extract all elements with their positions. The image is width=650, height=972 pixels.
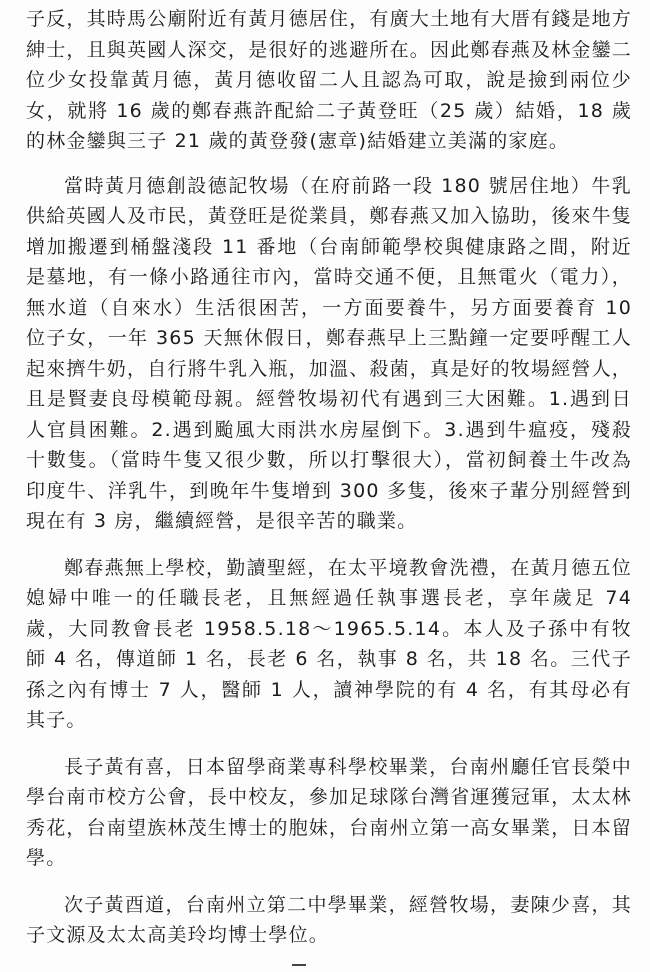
paragraph-4: 長子黃有喜，日本留學商業專科學校畢業，台南州廳任官長榮中學台南市校方公會，長中校友，參加足球隊台灣省運獲冠軍，太太林秀花，台南望族林茂生博士的胞妹，台南州立第一高女畢業，日本留學。 [26, 755, 633, 869]
page-footer-mark [292, 964, 306, 966]
paragraph-5: 次子黃酉道，台南州立第二中學畢業，經營牧場，妻陳少喜，其子文源及太太高美玲均博士學位。 [26, 893, 632, 946]
paragraph-1: 子反，其時馬公廟附近有黃月德居住，有廣大土地有大厝有錢是地方紳士，且與英國人深交，是很好的逃避所在。因此鄭春燕及林金鑾二位少女投靠黃月德，黃月德收留二人且認為可取，說是撿到兩位少女，就將 16 歲的鄭春燕許配給二子黃登旺（25 歲）結婚，18 歲的林金鑾與三子 21 歲的黃登發(憲章)結婚建立美滿的家庭。 [26, 8, 633, 152]
paragraph-3: 鄭春燕無上學校，勤讀聖經，在太平境教會洗禮，在黃月德五位媳婦中唯一的任職長老，且無經過任執事選長老，享年歲足 74 歲，大同教會長老 1958.5.18～1965.5.14。本人及子孫中有牧師 4 名，傳道師 1 名，長老 6 名，執事 8 名，共 18 名。三代子孫之內有博士 7 人，醫師 1 人，讀神學院的有 4 名，有其母必有其子。 [26, 556, 632, 731]
paragraph-2: 當時黃月德創設德記牧場（在府前路一段 180 號居住地）牛乳供給英國人及市民，黃登旺是從業員，鄭春燕又加入協助，後來牛隻增加搬遷到桶盤淺段 11 番地（台南師範學校與健康路之間，附近是墓地，有一條小路通往市內，當時交通不便，且無電火（電力），無水道（自來水）生活很困苦，一方面要養牛，另方面要養育 10 位子女，一年 365 天無休假日，鄭春燕早上三點鐘一定要呼醒工人起來擠牛奶，自行將牛乳入瓶，加溫、殺菌，真是好的牧場經營人，且是賢妻良母模範母親。經營牧場初代有遇到三大困難。1.遇到日人官員困難。2.遇到颱風大雨洪水房屋倒下。3.遇到牛瘟疫，殘殺十數隻。（當時牛隻又很少數，所以打擊很大），當初飼養土牛改為印度牛、洋乳牛，到晚年牛隻增到 300 多隻，後來子輩分別經營到現在有 3 房，繼續經營，是很辛苦的職業。 [26, 174, 633, 532]
